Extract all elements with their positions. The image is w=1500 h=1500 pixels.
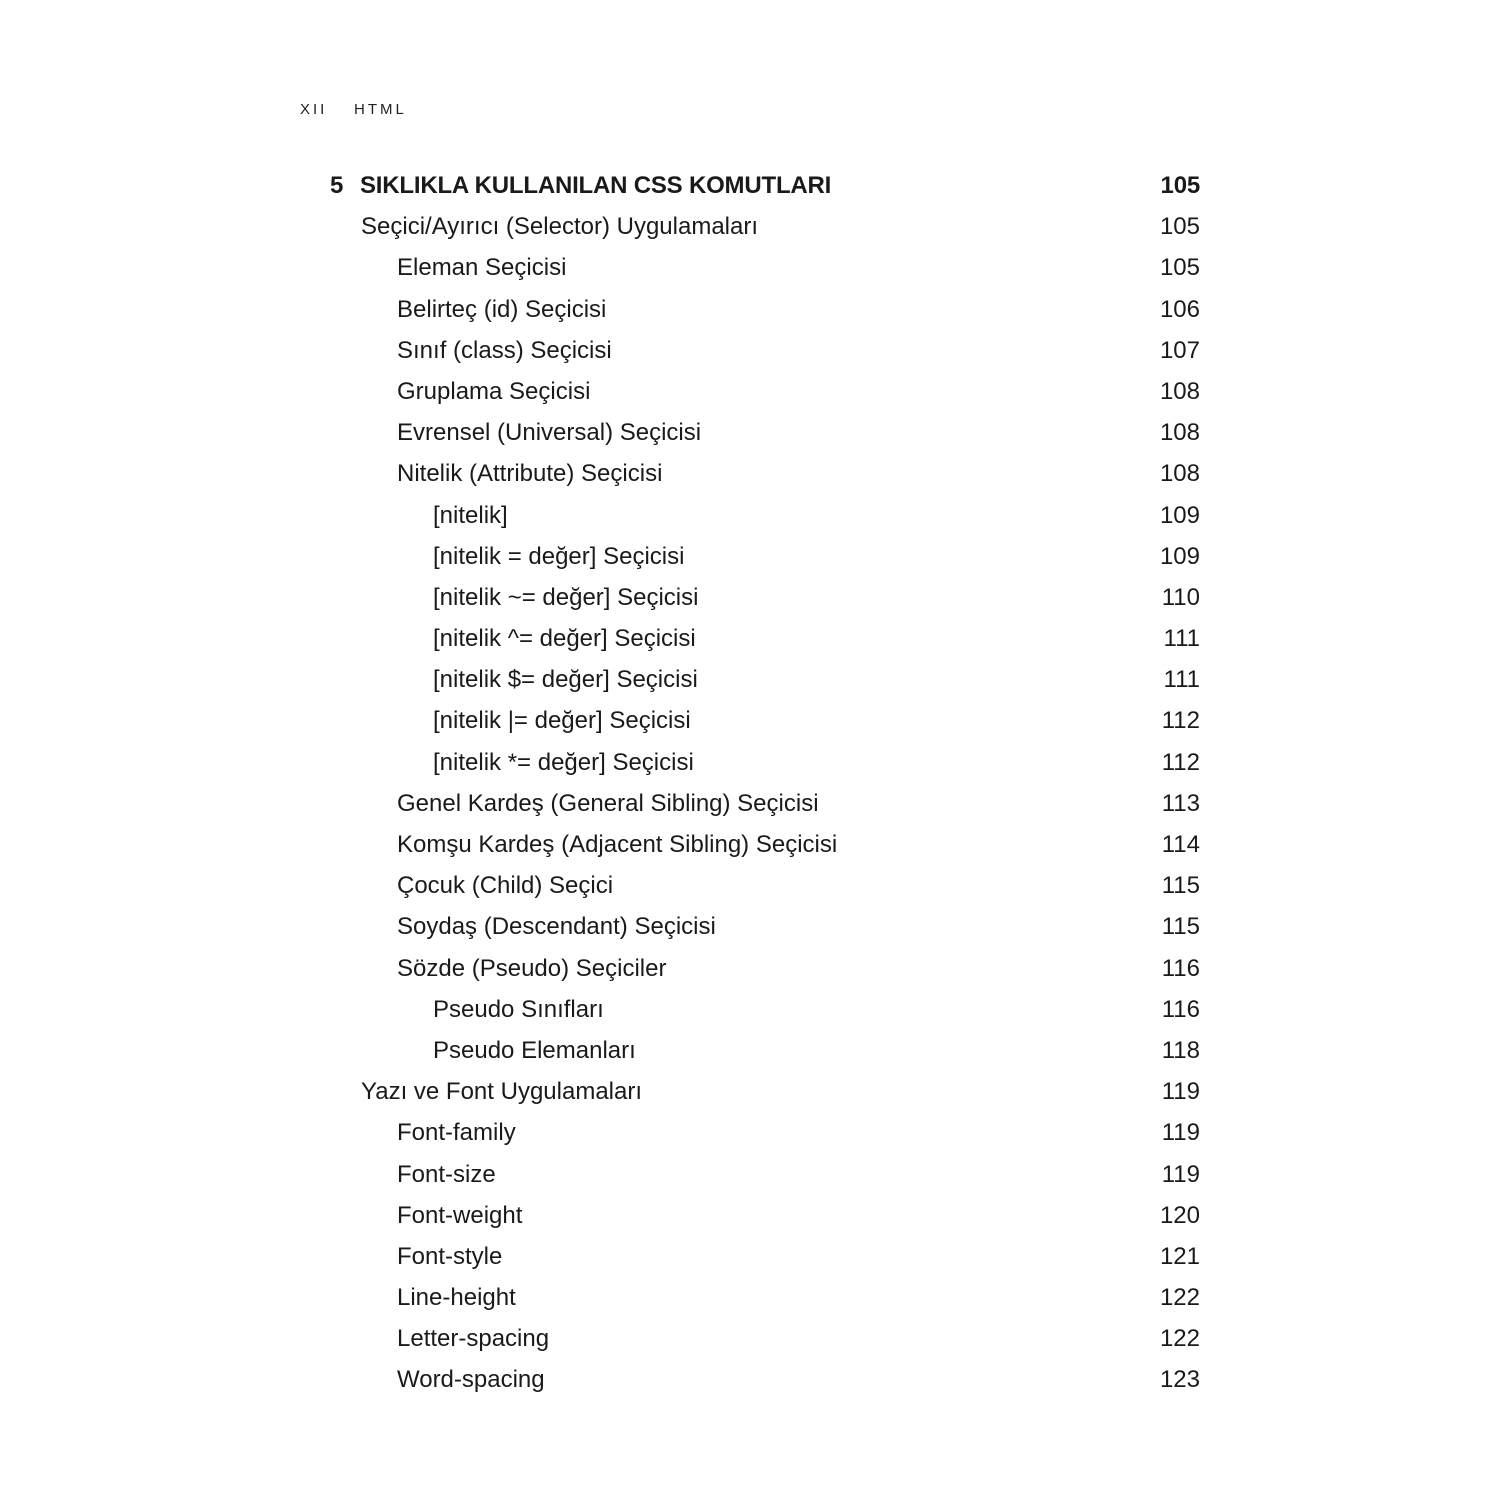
toc-entry-page: 123 <box>1159 1366 1200 1394</box>
toc-entry-page: 110 <box>1161 583 1200 611</box>
toc-entry[interactable] <box>330 289 1200 330</box>
toc-entry[interactable] <box>330 1277 1200 1318</box>
chapter-page-number: 105 <box>1160 172 1200 199</box>
toc-entry[interactable] <box>330 865 1200 906</box>
toc-entry[interactable] <box>330 824 1200 865</box>
toc-entry-title: Sınıf (class) Seçicisi <box>397 336 612 364</box>
toc-entry-title: Sözde (Pseudo) Seçiciler <box>397 954 667 982</box>
toc-entry[interactable] <box>330 495 1200 536</box>
toc-entry-page: 114 <box>1161 831 1200 858</box>
toc-entry[interactable] <box>330 659 1200 700</box>
toc-entry-page: 111 <box>1163 666 1200 694</box>
toc-entry-page: 122 <box>1159 1284 1200 1312</box>
toc-entry[interactable] <box>330 618 1200 659</box>
toc-entry[interactable] <box>330 1236 1200 1277</box>
page-folio: XII <box>300 101 328 118</box>
toc-entry[interactable] <box>330 577 1200 618</box>
toc-entry-page: 108 <box>1159 419 1200 447</box>
toc-entry-page: 115 <box>1161 913 1200 941</box>
toc-entry-title: [nitelik] <box>433 501 508 529</box>
toc-entry-page: 121 <box>1159 1242 1200 1270</box>
toc-entry[interactable] <box>330 948 1200 989</box>
chapter-number: 5 <box>330 172 344 199</box>
toc-entry-title: Word-spacing <box>397 1366 545 1394</box>
toc-entry[interactable] <box>330 1359 1200 1400</box>
toc-entry-title: Eleman Seçicisi <box>397 254 567 282</box>
toc-entry-title: Font-style <box>397 1242 503 1270</box>
toc-entry-title: Yazı ve Font Uygulamaları <box>361 1078 643 1106</box>
toc-entry[interactable] <box>330 906 1200 947</box>
toc-entry[interactable] <box>330 453 1200 494</box>
toc-entry-title: Soydaş (Descendant) Seçicisi <box>397 913 716 941</box>
toc-entry-page: 109 <box>1159 501 1200 529</box>
toc-entry-title: [nitelik $= değer] Seçicisi <box>433 666 698 694</box>
toc-entry-page: 105 <box>1159 254 1200 282</box>
toc-entry-page: 107 <box>1159 336 1200 364</box>
toc-entry[interactable] <box>330 371 1200 412</box>
toc-entry-page: 111 <box>1163 625 1200 653</box>
toc-entry-title: Line-height <box>397 1284 516 1312</box>
toc-entry-page: 106 <box>1159 295 1200 323</box>
toc-entry-title: Pseudo Sınıfları <box>433 995 604 1023</box>
toc-entry[interactable] <box>330 247 1200 288</box>
toc-entry-title: [nitelik |= değer] Seçicisi <box>433 707 691 735</box>
toc-entry[interactable] <box>330 412 1200 453</box>
toc-entry-title: Font-weight <box>397 1201 523 1229</box>
toc-entry-page: 112 <box>1161 707 1200 735</box>
toc-entry-page: 109 <box>1159 542 1200 570</box>
toc-entry-title: Evrensel (Universal) Seçicisi <box>397 419 702 447</box>
toc-entry-title: Font-size <box>397 1160 496 1188</box>
toc-entry-title: Komşu Kardeş (Adjacent Sibling) Seçicisi <box>397 831 838 858</box>
toc-entry-page: 122 <box>1159 1325 1200 1353</box>
toc-entry-page: 108 <box>1159 460 1200 488</box>
toc-entry[interactable] <box>330 1112 1200 1153</box>
toc-entry-page: 113 <box>1161 789 1200 817</box>
toc-entry-title: Çocuk (Child) Seçici <box>397 872 614 900</box>
toc-entry-title: Font-family <box>397 1119 516 1147</box>
running-head <box>300 101 407 118</box>
toc-entry[interactable] <box>330 206 1200 247</box>
toc-entry-page: 116 <box>1161 995 1200 1023</box>
toc-entry-page: 116 <box>1161 954 1200 982</box>
toc-entry-title: Gruplama Seçicisi <box>397 377 591 405</box>
toc-entry[interactable] <box>330 783 1200 824</box>
running-head-title: HTML <box>354 101 407 118</box>
toc-entry-page: 119 <box>1161 1119 1200 1147</box>
toc-entry-page: 112 <box>1161 748 1200 776</box>
toc-entry-title: Seçici/Ayırıcı (Selector) Uygulamaları <box>361 213 759 241</box>
toc-entry-page: 119 <box>1161 1160 1200 1188</box>
toc-entry[interactable] <box>330 1030 1200 1071</box>
toc-chapter-entry[interactable] <box>330 165 1200 206</box>
toc-entry-title: [nitelik ~= değer] Seçicisi <box>433 583 699 611</box>
toc-entry-page: 118 <box>1161 1036 1200 1064</box>
toc-entry-page: 119 <box>1161 1078 1200 1106</box>
toc-entry-title: [nitelik *= değer] Seçicisi <box>433 748 694 776</box>
toc-entry-title: Belirteç (id) Seçicisi <box>397 295 607 323</box>
toc-entry-title: Pseudo Elemanları <box>433 1036 636 1064</box>
toc-entry[interactable] <box>330 1154 1200 1195</box>
toc-entry-title: Nitelik (Attribute) Seçicisi <box>397 460 663 488</box>
toc-entry[interactable] <box>330 700 1200 741</box>
toc-entry[interactable] <box>330 1195 1200 1236</box>
chapter-title: SIKLIKLA KULLANILAN CSS KOMUTLARI <box>360 172 832 199</box>
toc-entry-page: 108 <box>1159 377 1200 405</box>
toc-entry[interactable] <box>330 989 1200 1030</box>
table-of-contents <box>330 165 1200 1401</box>
toc-entry[interactable] <box>330 1071 1200 1112</box>
toc-entry-title: Letter-spacing <box>397 1325 550 1353</box>
toc-entry[interactable] <box>330 536 1200 577</box>
toc-entry-page: 120 <box>1159 1201 1200 1229</box>
toc-entry-page: 105 <box>1159 213 1200 241</box>
toc-entry-page: 115 <box>1161 872 1200 900</box>
toc-entry[interactable] <box>330 742 1200 783</box>
toc-entry-title: [nitelik = değer] Seçicisi <box>433 542 685 570</box>
toc-entry-title: Genel Kardeş (General Sibling) Seçicisi <box>397 789 819 817</box>
toc-entry[interactable] <box>330 1318 1200 1359</box>
toc-entry[interactable] <box>330 330 1200 371</box>
toc-entry-title: [nitelik ^= değer] Seçicisi <box>433 625 696 653</box>
